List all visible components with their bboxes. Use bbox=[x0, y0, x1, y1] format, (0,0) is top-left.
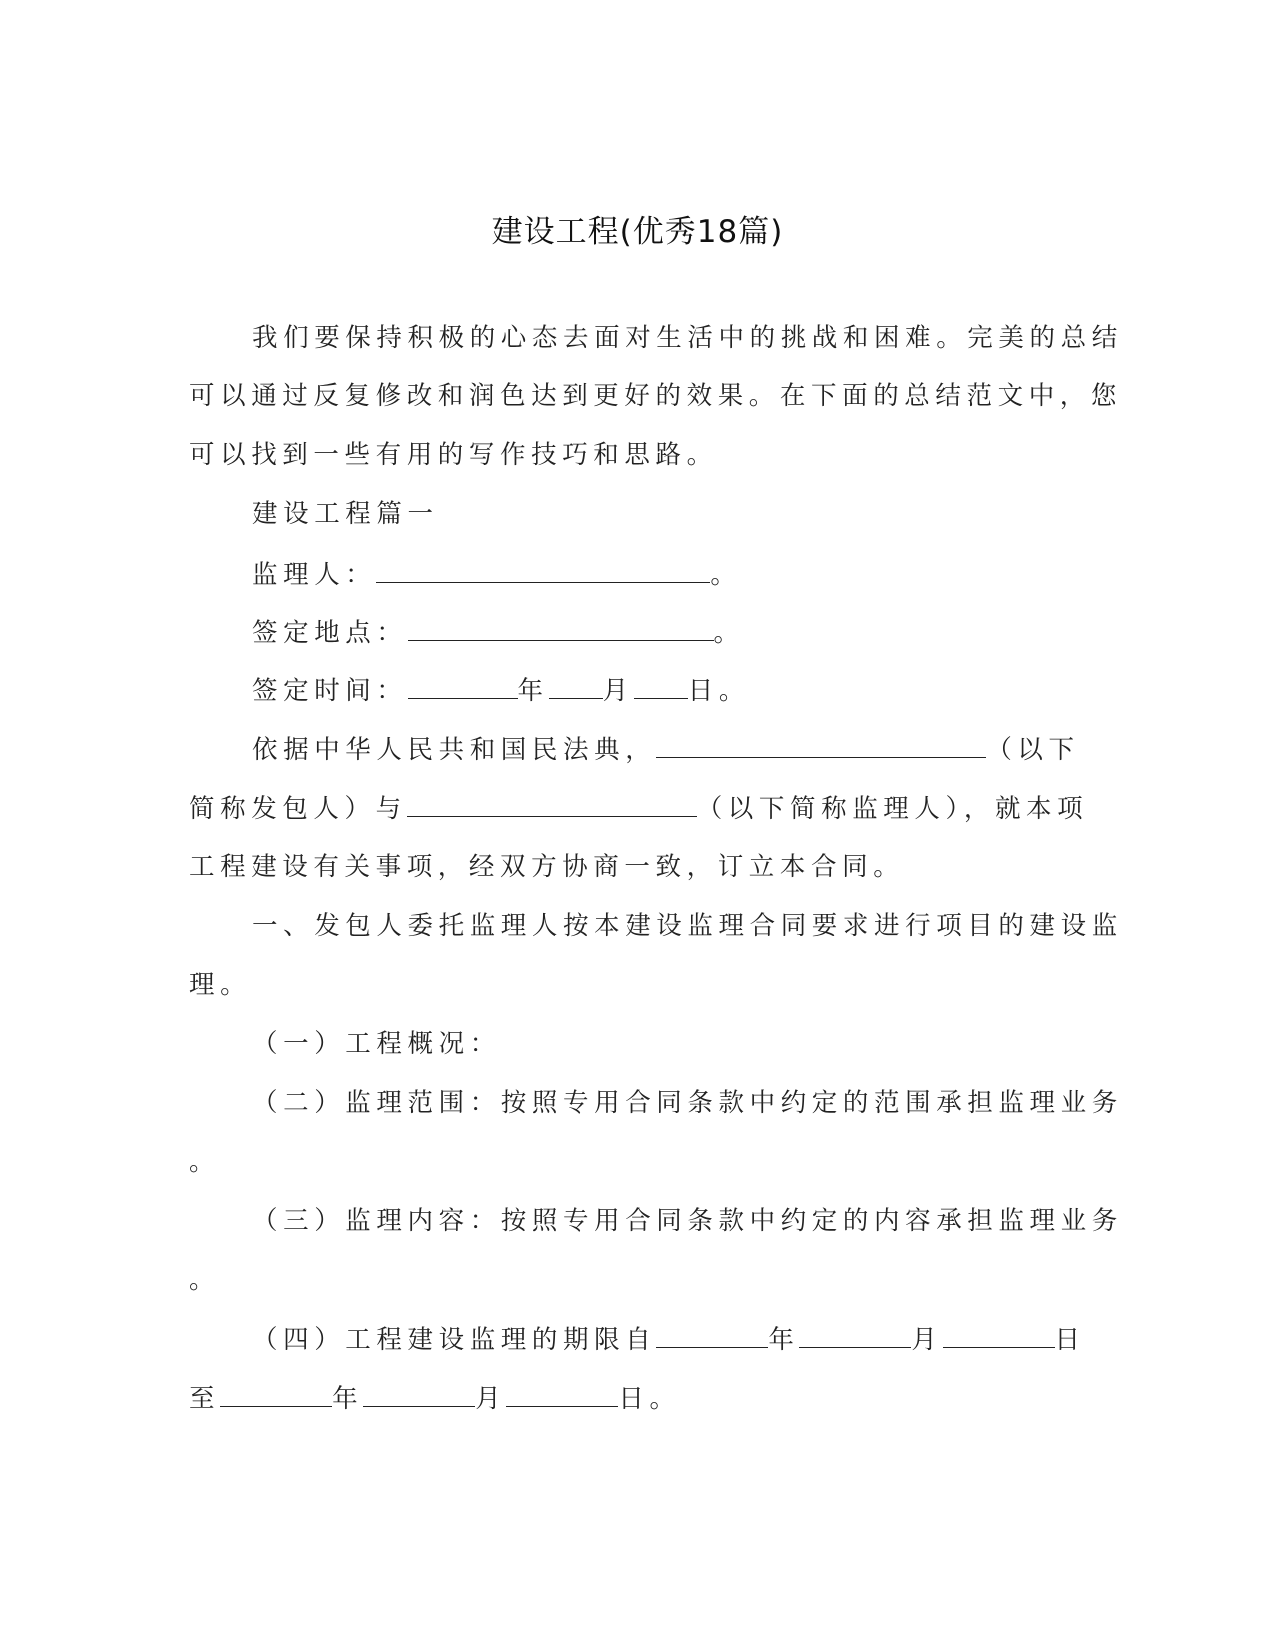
agreement-line-2-end: （以下简称监理人），就本项 bbox=[696, 794, 1089, 824]
supervisor-row bbox=[252, 556, 1132, 593]
term-end-day-blank[interactable] bbox=[506, 1380, 618, 1407]
time-day-blank[interactable] bbox=[634, 672, 688, 699]
term-end-month-blank[interactable] bbox=[363, 1380, 475, 1407]
intro-line-3: 可以找到一些有用的写作技巧和思路。 bbox=[189, 440, 718, 470]
intro-line-1: 我们要保持积极的心态去面对生活中的挑战和困难。完美的总结 bbox=[252, 323, 1123, 353]
time-month-label: 月 bbox=[602, 676, 634, 706]
time-year-blank[interactable] bbox=[408, 672, 518, 699]
supervisor-period: 。 bbox=[710, 560, 742, 590]
agreement-line-1-start: 依据中华人民共和国民法典， bbox=[252, 735, 657, 765]
intro-line-2: 可以通过反复修改和润色达到更好的效果。在下面的总结范文中，您 bbox=[189, 381, 1123, 411]
supervisor-name-blank[interactable] bbox=[407, 790, 697, 817]
term-end-month-label: 月 bbox=[475, 1384, 507, 1414]
term-end-year-blank[interactable] bbox=[220, 1380, 332, 1407]
place-label: 签定地点： bbox=[252, 618, 408, 648]
item-scope-line-1: （二）监理范围：按照专用合同条款中约定的范围承担监理业务 bbox=[252, 1088, 1123, 1118]
place-row bbox=[252, 614, 1132, 651]
time-month-blank[interactable] bbox=[549, 672, 603, 699]
clause1-line-2: 理。 bbox=[189, 970, 252, 1000]
document-title: 建设工程(优秀18篇) bbox=[491, 214, 784, 250]
item-overview: （一）工程概况： bbox=[252, 1029, 501, 1059]
place-period: 。 bbox=[713, 618, 745, 648]
agreement-line-2-start: 简称发包人）与 bbox=[189, 794, 407, 824]
time-day-label: 日 bbox=[687, 676, 719, 706]
supervisor-blank[interactable] bbox=[376, 556, 710, 583]
term-start-day-blank[interactable] bbox=[943, 1321, 1055, 1348]
item-content-line-1: （三）监理内容：按照专用合同条款中约定的内容承担监理业务 bbox=[252, 1206, 1123, 1236]
item-content-line-2: 。 bbox=[189, 1265, 221, 1295]
term-start-year-label: 年 bbox=[768, 1325, 800, 1355]
term-start-month-label: 月 bbox=[911, 1325, 943, 1355]
agreement-line-2 bbox=[189, 790, 1089, 827]
section-heading: 建设工程篇一 bbox=[252, 499, 439, 529]
issuer-blank[interactable] bbox=[656, 731, 986, 758]
time-label: 签定时间： bbox=[252, 676, 408, 706]
term-to-label: 至 bbox=[189, 1384, 221, 1414]
term-start-day-label: 日 bbox=[1054, 1325, 1086, 1355]
item-term-line-2 bbox=[189, 1380, 1069, 1417]
clause1-line-1: 一、发包人委托监理人按本建设监理合同要求进行项目的建设监 bbox=[252, 911, 1123, 941]
agreement-line-1-end: （以下 bbox=[986, 735, 1080, 765]
term-end-period: 。 bbox=[649, 1384, 681, 1414]
supervisor-label: 监理人： bbox=[252, 560, 377, 590]
term-start-year-blank[interactable] bbox=[656, 1321, 768, 1348]
time-year-label: 年 bbox=[517, 676, 549, 706]
term-start-month-blank[interactable] bbox=[799, 1321, 911, 1348]
term-end-day-label: 日 bbox=[618, 1384, 650, 1414]
place-blank[interactable] bbox=[408, 614, 714, 641]
agreement-line-3: 工程建设有关事项，经双方协商一致，订立本合同。 bbox=[189, 852, 905, 882]
term-end-year-label: 年 bbox=[332, 1384, 364, 1414]
item-term-line-1 bbox=[252, 1321, 1086, 1358]
time-period: 。 bbox=[718, 676, 750, 706]
time-row bbox=[252, 672, 1132, 709]
term-start-label: （四）工程建设监理的期限自 bbox=[252, 1325, 657, 1355]
item-scope-line-2: 。 bbox=[189, 1147, 221, 1177]
agreement-line-1 bbox=[252, 731, 1080, 768]
